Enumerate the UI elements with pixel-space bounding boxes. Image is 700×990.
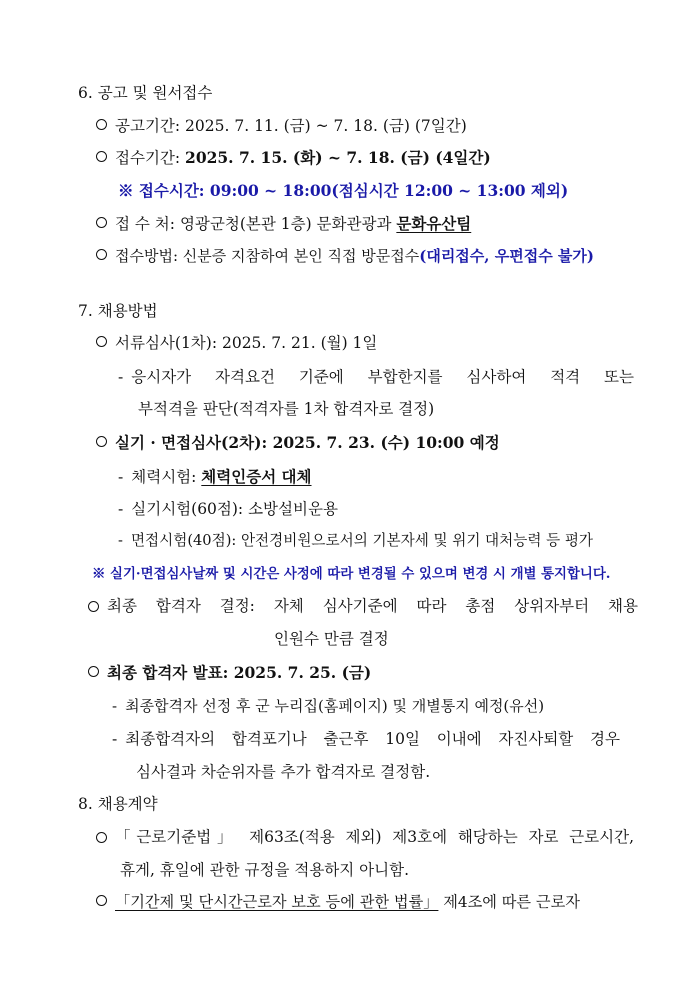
circle-bullet-icon xyxy=(88,601,99,612)
practical-exam-text: 실기시험(60점): 소방설비운용 xyxy=(131,500,338,518)
notice-period-label: 공고기간: xyxy=(115,117,186,135)
announce-desc-item: - 최종합격자 선정 후 군 누리집(홈페이지) 및 개별통지 예정(유선) xyxy=(112,697,545,715)
receipt-method-value: 신분증 지참하여 본인 직접 방문접수 xyxy=(182,247,420,265)
circle-bullet-icon xyxy=(96,336,107,347)
replace-desc-text-2: 심사결과 차순위자를 추가 합격자로 결정함. xyxy=(136,763,431,781)
labor-law-text-1: 「근로기준법」 제63조(적용 제외) 제3호에 해당하는 자로 근로시간, xyxy=(115,828,634,846)
doc-review-text: 서류심사(1차): 2025. 7. 21. (월) 1일 xyxy=(115,334,378,352)
receipt-period-value: 2025. 7. 15. (화) ~ 7. 18. (금) (4일간) xyxy=(185,148,491,167)
final-announce-item xyxy=(88,662,371,684)
doc-review-item xyxy=(96,332,377,354)
final-decision-text-2: 인원수 만큼 결정 xyxy=(274,630,389,648)
circle-bullet-icon xyxy=(96,249,107,260)
fixed-term-law-rest: 제4조에 따른 근로자 xyxy=(438,893,580,911)
receipt-place-team: 문화유산팀 xyxy=(396,214,472,233)
final-decision-item xyxy=(88,595,638,617)
practical-exam-item: - 실기시험(60점): 소방설비운용 xyxy=(118,500,338,518)
section-8-title: 8. 채용계약 xyxy=(78,795,158,813)
practical-text: 실기 · 면접심사(2차): 2025. 7. 23. (수) 10:00 예정 xyxy=(115,433,500,452)
section-7-title: 7. 채용방법 xyxy=(78,302,158,320)
circle-bullet-icon xyxy=(96,436,107,447)
practical-item xyxy=(96,432,500,454)
receipt-place-value: 영광군청(본관 1층) 문화관광과 xyxy=(179,215,397,233)
receipt-place-label: 접 수 처: xyxy=(115,215,180,233)
notice-period-item xyxy=(96,115,467,137)
circle-bullet-icon xyxy=(96,832,107,843)
fixed-term-law-item xyxy=(96,891,580,913)
labor-law-text-2: 휴게, 휴일에 관한 규정을 적용하지 아니함. xyxy=(120,861,410,879)
schedule-change-note: ※ 실기·면접심사날짜 및 시간은 사정에 따라 변경될 수 있으며 변경 시 개별 통지합니다. xyxy=(92,566,611,582)
notice-period-value: 2025. 7. 11. (금) ~ 7. 18. (금) (7일간) xyxy=(185,117,467,135)
fitness-value: 체력인증서 대체 xyxy=(201,467,312,486)
section-6-title: 6. 공고 및 원서접수 xyxy=(78,84,213,102)
final-announce-text: 최종 합격자 발표: 2025. 7. 25. (금) xyxy=(107,663,372,682)
dash-marker: - xyxy=(118,368,124,386)
receipt-time-note: ※ 접수시간: 09:00 ~ 18:00(점심시간 12:00 ~ 13:00 제외) xyxy=(118,181,569,200)
fitness-exam-item: - 체력시험: 체력인증서 대체 xyxy=(118,467,312,486)
circle-bullet-icon xyxy=(96,217,107,228)
replace-desc-item: - 최종합격자의 합격포기나 출근후 10일 이내에 자진사퇴할 경우 xyxy=(112,730,620,748)
receipt-period-label: 접수기간: xyxy=(115,149,186,167)
labor-law-item xyxy=(96,826,634,848)
final-decision-text-1: 최종 합격자 결정: 자체 심사기준에 따라 총점 상위자부터 채용 xyxy=(107,597,638,615)
receipt-method-note: (대리접수, 우편접수 불가) xyxy=(419,247,594,265)
doc-review-desc xyxy=(118,366,634,388)
receipt-place-item xyxy=(96,213,471,235)
circle-bullet-icon xyxy=(96,119,107,130)
interview-exam-item: - 면접시험(40점): 안전경비원으로서의 기본자세 및 위기 대처능력 등 평가 xyxy=(118,532,594,549)
circle-bullet-icon xyxy=(88,666,99,677)
doc-review-desc-1: 응시자가 자격요건 기준에 부합한지를 심사하여 적격 또는 xyxy=(131,368,634,386)
receipt-method-label: 접수방법: xyxy=(115,247,183,265)
interview-exam-text: 면접시험(40점): 안전경비원으로서의 기본자세 및 위기 대처능력 등 평가 xyxy=(130,532,594,549)
announce-desc-text: 최종합격자 선정 후 군 누리집(홈페이지) 및 개별통지 예정(유선) xyxy=(125,697,545,715)
fitness-label: 체력시험: xyxy=(131,468,202,486)
fixed-term-law-name: 「기간제 및 단시간근로자 보호 등에 관한 법률」 xyxy=(115,893,439,911)
receipt-period-item xyxy=(96,147,491,169)
receipt-method-item xyxy=(96,245,594,267)
replace-desc-text-1: 최종합격자의 합격포기나 출근후 10일 이내에 자진사퇴할 경우 xyxy=(125,730,620,748)
doc-review-desc-2: 부적격을 판단(적격자를 1차 합격자로 결정) xyxy=(138,400,435,418)
circle-bullet-icon xyxy=(96,151,107,162)
circle-bullet-icon xyxy=(96,895,107,906)
